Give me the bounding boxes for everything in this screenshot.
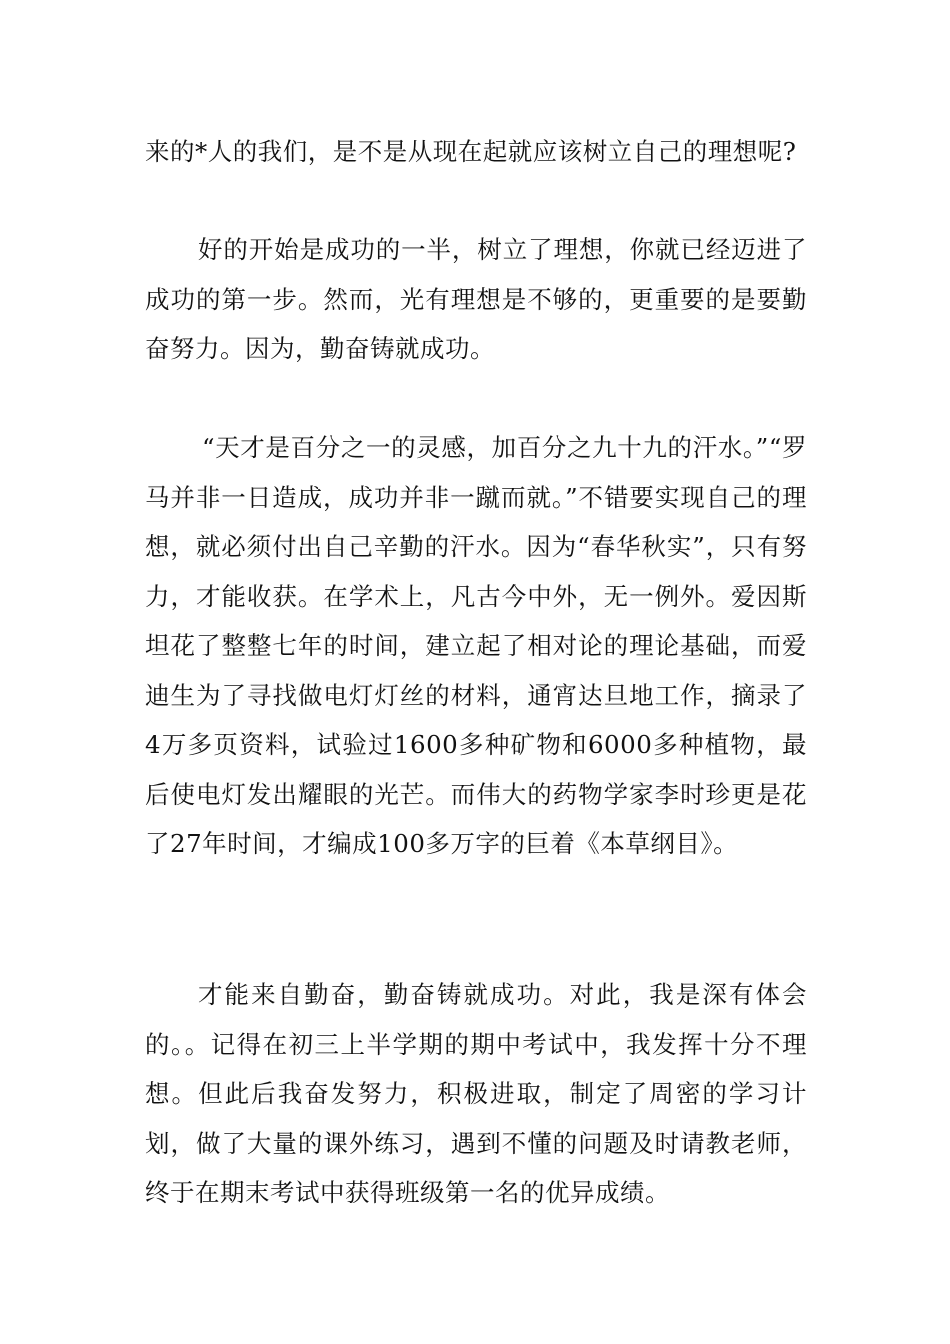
paragraph-genius-quote: “天才是百分之一的灵感，加百分之九十九的汗水。”“罗马并非一日造成，成功并非一蹴而就。”不错要实现自己的理想，就必须付出自己辛勤的汗水。因为“春华秋实”，只有努力，才能收获。在学术上，凡古今中外，无一例外。爱因斯坦花了整整七年的时间，建立起了相对论的理论基础，而爱迪生为了寻找做电灯灯丝的材料，通宵达旦地工作，摘录了4万多页资料，试验过1600多种矿物和6000多种植物，最后使电灯发出耀眼的光芒。而伟大的药物学家李时珍更是花了27年时间，才编成100多万字的巨着《本草纲目》。 (145, 433, 807, 858)
paragraph-personal-experience: 才能来自勤奋，勤奋铸就成功。对此，我是深有体会的。。记得在初三上半学期的期中考试中，我发挥十分不理想。但此后我奋发努力，积极进取，制定了周密的学习计划，做了大量的课外练习，遇到不懂的问题及时请教老师，终于在期末考试中获得班级第一名的优异成绩。 (145, 980, 807, 1207)
paragraph-good-start: 好的开始是成功的一半，树立了理想，你就已经迈进了成功的第一步。然而，光有理想是不够的，更重要的是要勤奋努力。因为，勤奋铸就成功。 (145, 235, 807, 363)
paragraph-continuation: 来的*人的我们，是不是从现在起就应该树立自己的理想呢? (145, 137, 797, 166)
